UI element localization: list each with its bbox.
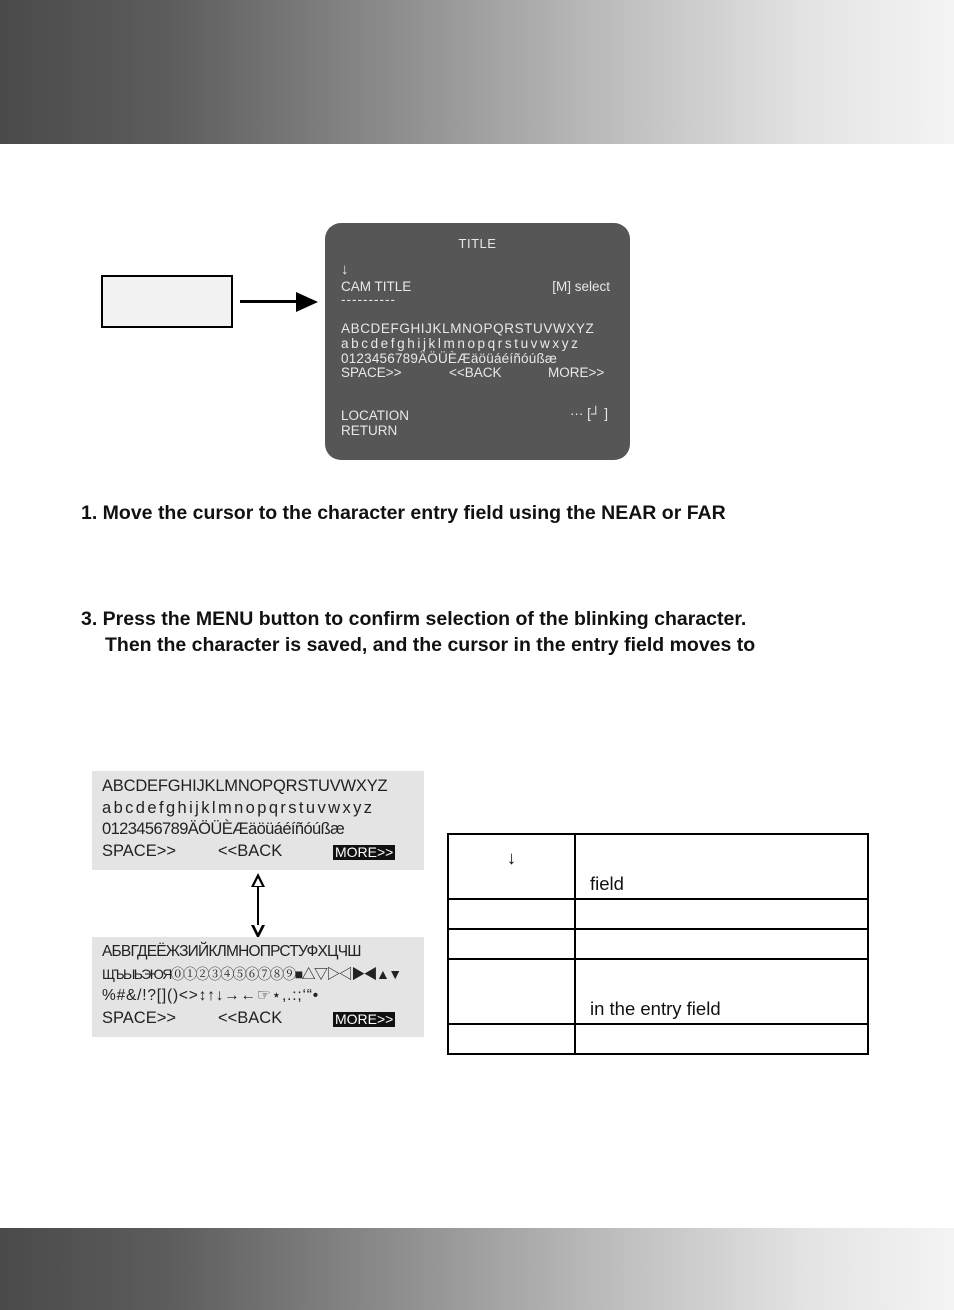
table-desc-cell	[575, 929, 868, 959]
instruction-step-3-line-2: Then the character is saved, and the cursor in the entry field moves to	[105, 634, 756, 656]
panel1-back-option: <<BACK	[218, 842, 283, 860]
panel1-row-upper: ABCDEFGHIJKLMNOPQRSTUVWXYZ	[102, 777, 388, 795]
table-desc-cell: field	[575, 834, 868, 899]
osd-select-hint: [M] select	[552, 279, 610, 294]
osd-space-option: SPACE>>	[341, 365, 402, 380]
table-desc-cell: in the entry field	[575, 959, 868, 1024]
table-desc-cell	[575, 899, 868, 929]
osd-back-option: <<BACK	[449, 365, 502, 380]
osd-more-option: MORE>>	[548, 365, 605, 380]
osd-title: TITLE	[458, 236, 497, 251]
panel1-row-lower: abcdefghijklmnopqrstuvwxyz	[102, 799, 375, 817]
table-row	[448, 929, 868, 959]
panel1-more-option: MORE>>	[335, 844, 394, 860]
label-box	[101, 275, 233, 328]
table-key-cell	[448, 1024, 575, 1054]
panel1-row-digits: 0123456789ÄÖÜÈÆäöüáéíñóúßæ	[102, 820, 345, 838]
toggle-arrow-up-inner	[254, 878, 262, 886]
toggle-arrow-down-inner	[254, 925, 262, 933]
instruction-step-1: 1. Move the cursor to the character entry field using the NEAR or FAR	[81, 502, 726, 524]
osd-return-label: RETURN	[341, 423, 398, 438]
instruction-step-3-line-1: 3. Press the MENU button to confirm selection of the blinking character.	[81, 608, 747, 630]
arrow-right-icon	[240, 300, 300, 303]
table-key-cell	[448, 959, 575, 1024]
toggle-arrow-icon	[257, 881, 259, 931]
panel2-space-option: SPACE>>	[102, 1009, 176, 1027]
osd-location-enter-icon: ··· [┘ ]	[569, 406, 608, 421]
table-row	[448, 1024, 868, 1054]
table-row	[448, 959, 868, 1024]
osd-cam-title-label: CAM TITLE	[341, 279, 412, 294]
key-function-table	[447, 833, 869, 1055]
table-key-cell: ↓	[448, 834, 575, 899]
table-row	[448, 899, 868, 929]
arrow-right-head-icon	[296, 292, 318, 312]
char-set-panel-2	[92, 937, 424, 1037]
osd-char-row-digits: 0123456789ÄÖÜÈÆäöüáéíñóúßæ	[341, 351, 558, 366]
osd-location-label: LOCATION	[341, 408, 410, 423]
osd-cursor-icon: ↓	[341, 261, 349, 278]
panel2-row-cyrillic: АБВГДЕЁЖЗИЙКЛМНОПРСТУФХЦЧШ	[102, 943, 361, 960]
panel2-row-symbols: ЩЪЫЬЭЮЯ⓪①②③④⑤⑥⑦⑧⑨■△▽▷◁▶◀▲▼	[102, 966, 401, 982]
osd-char-row-upper: ABCDEFGHIJKLMNOPQRSTUVWXYZ	[341, 321, 595, 336]
panel2-back-option: <<BACK	[218, 1009, 283, 1027]
table-row	[448, 834, 868, 899]
osd-title-screen	[325, 223, 630, 460]
panel2-row-punctuation: %#&/!?[]()<>↕↑↓→←☞⋆,.:;‘“•	[102, 987, 319, 1004]
osd-entry-field: ----------	[341, 292, 396, 307]
osd-char-row-lower: abcdefghijklmnopqrstuvwxyz	[341, 336, 581, 351]
panel2-more-option: MORE>>	[335, 1011, 394, 1027]
panel1-space-option: SPACE>>	[102, 842, 176, 860]
footer-band	[0, 1228, 954, 1310]
table-desc-cell	[575, 1024, 868, 1054]
table-key-cell	[448, 899, 575, 929]
table-key-cell	[448, 929, 575, 959]
char-set-panel-1	[92, 771, 424, 870]
header-band	[0, 0, 954, 144]
